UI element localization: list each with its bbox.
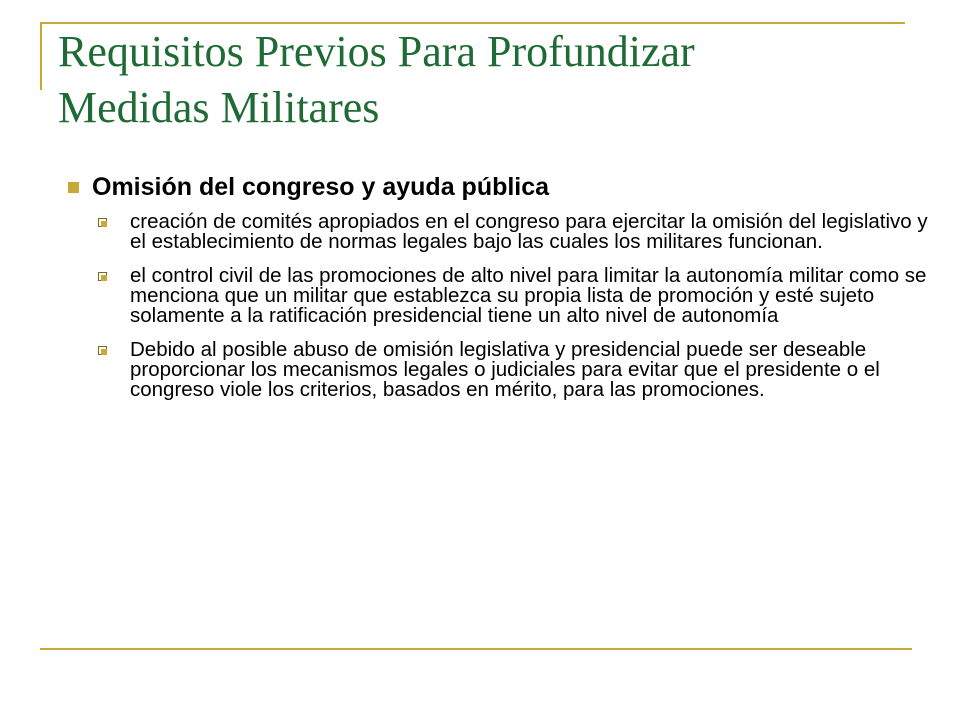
slide-title: [58, 24, 918, 136]
main-bullet-text: Omisión del congreso y ayuda pública: [92, 173, 550, 201]
sub-bullet-item: [130, 266, 930, 326]
sub-bullet-text: el control civil de las promociones de alto nivel para limitar la autonomía militar como se menciona que un militar que establezca su propia lista de promoción y esté sujeto solamente a la ratificación presidencial tiene un alto nivel de autonomía: [130, 264, 927, 327]
hollow-square-bullet-icon: [98, 272, 107, 281]
bottom-rule: [40, 648, 912, 650]
sub-bullet-text: creación de comités apropiados en el congreso para ejercitar la omisión del legislativo y el establecimiento de normas legales bajo las cuales los militares funcionan.: [130, 210, 928, 253]
title-line-1: Requisitos Previos Para Profundizar: [58, 27, 695, 76]
hollow-square-bullet-icon: [98, 218, 107, 227]
title-line-2: Medidas Militares: [58, 83, 380, 132]
main-bullet: [92, 170, 922, 204]
sub-bullet-item: [130, 340, 930, 400]
sub-bullet-list: [130, 212, 930, 414]
sub-bullet-text: Debido al posible abuso de omisión legislativa y presidencial puede ser deseable proporcionar los mecanismos legales o judiciales para evitar que el presidente o el congreso viole los criterios, basados en mérito, para las promociones.: [130, 338, 880, 401]
hollow-square-bullet-icon: [98, 346, 107, 355]
square-bullet-icon: [68, 182, 79, 193]
left-rule: [40, 22, 42, 90]
sub-bullet-item: [130, 212, 930, 252]
